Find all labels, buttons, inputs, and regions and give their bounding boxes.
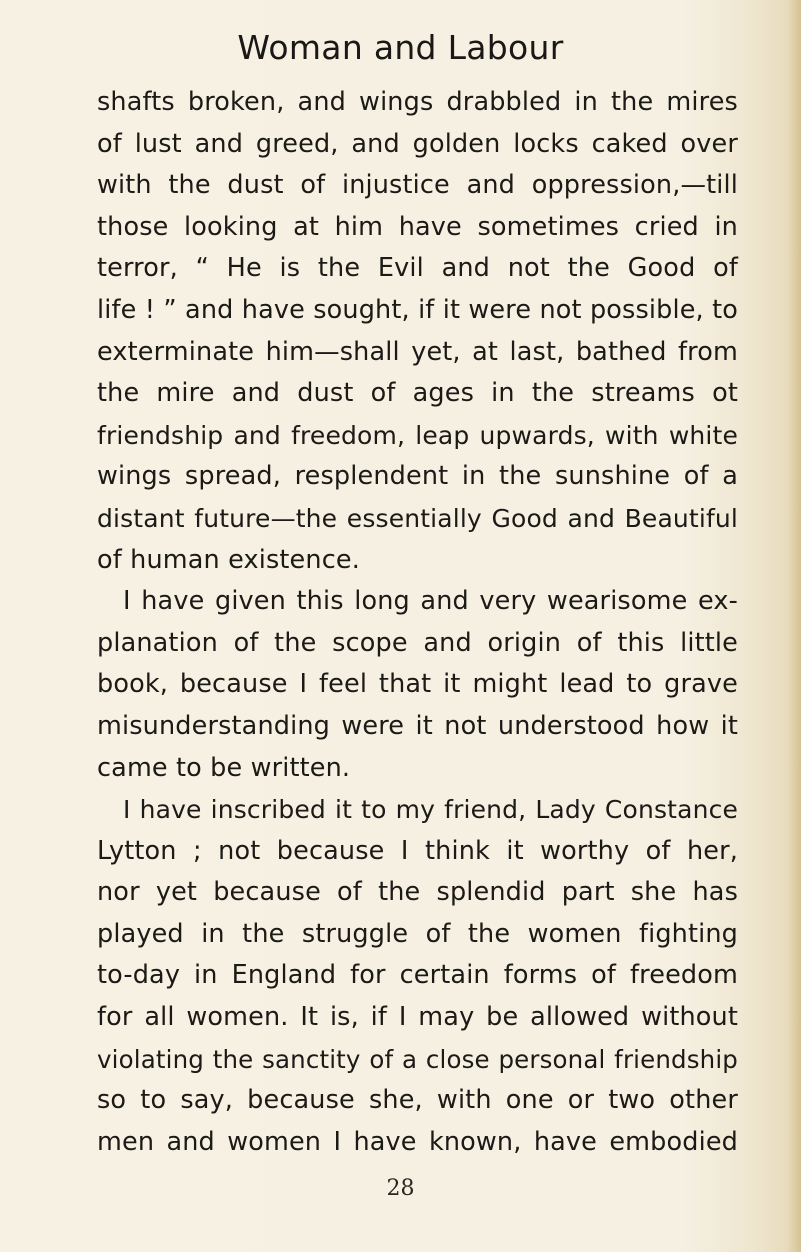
text-line: life ! ” and have sought, if it were not possible, to (97, 294, 738, 325)
text-line: nor yet because of the splendid part she has (97, 877, 738, 908)
text-line: with the dust of injustice and oppression,—till (97, 170, 738, 201)
text-line: so to say, because she, with one or two other (97, 1085, 738, 1116)
text-line: I have inscribed it to my friend, Lady Constance (123, 795, 738, 825)
text-line: misunderstanding were it not understood how it (97, 710, 738, 741)
text-line: terror, “ He is the Evil and not the Good of (97, 253, 738, 284)
text-line: to-day in England for certain forms of freedom (97, 960, 738, 991)
text-line: friendship and freedom, leap upwards, with white (97, 420, 738, 450)
text-line: men and women I have known, have embodied (97, 1126, 738, 1157)
text-line: of lust and greed, and golden locks caked over (97, 128, 738, 159)
body-text (97, 82, 738, 1163)
text-line: the mire and dust of ages in the streams ot (97, 378, 738, 409)
text-line: wings spread, resplendent in the sunshine of a (97, 461, 738, 492)
text-line: for all women. It is, if I may be allowed without (97, 1002, 738, 1033)
text-line: exterminate him—shall yet, at last, bathed from (97, 336, 738, 367)
text-line: distant future—the essentially Good and Beautiful (97, 503, 738, 533)
text-line: violating the sanctity of a close personal friendship (97, 1044, 738, 1074)
text-line: played in the struggle of the women fighting (97, 918, 738, 949)
text-line: shafts broken, and wings drabbled in the mires (97, 87, 738, 117)
text-line: of human existence. (97, 544, 360, 575)
text-line: I have given this long and very wearisome ex- (123, 586, 738, 617)
text-line: those looking at him have sometimes cried in (97, 211, 738, 242)
text-line: came to be written. (97, 752, 351, 783)
page-edge-shadow (787, 0, 801, 1252)
text-line: planation of the scope and origin of this little (97, 627, 738, 658)
page-number: 28 (386, 1176, 415, 1201)
text-line: Lytton ; not because I think it worthy of her, (97, 835, 738, 866)
text-line: book, because I feel that it might lead to grave (97, 669, 738, 700)
running-head: Woman and Labour (237, 28, 564, 67)
